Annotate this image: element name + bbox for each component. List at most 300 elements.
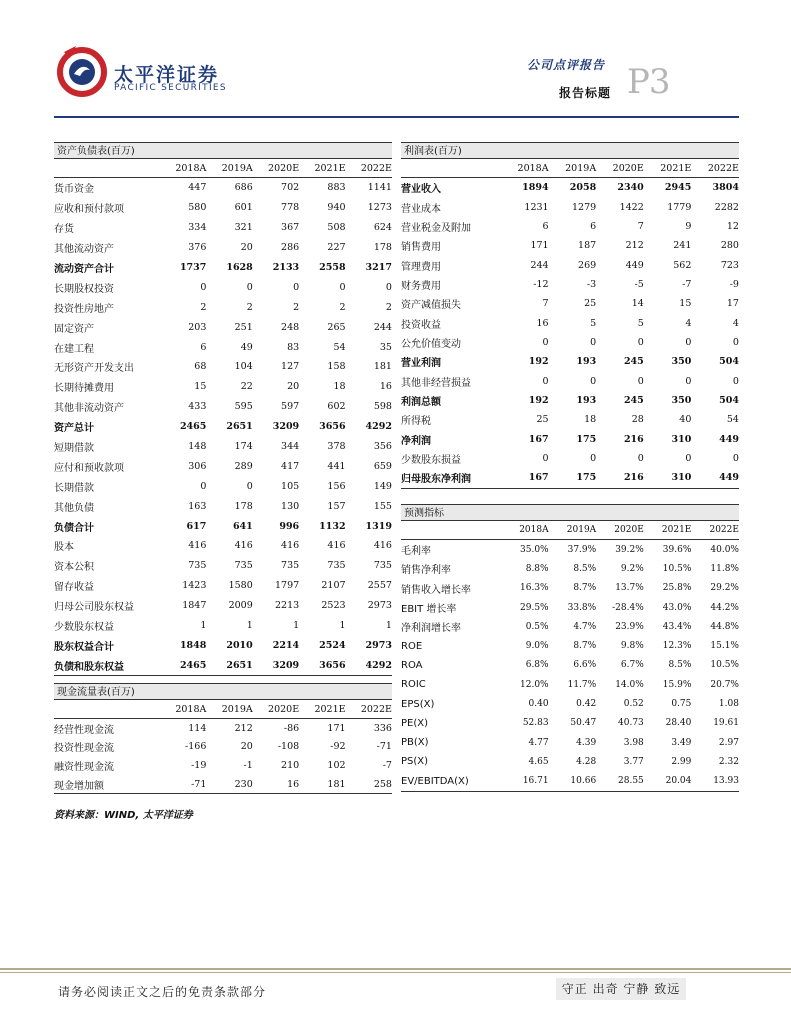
row-label: 销售收入增长率 <box>401 584 471 596</box>
value-cell: 8.7% <box>573 583 597 594</box>
row-label: 归母股东净利润 <box>401 474 471 486</box>
value-cell: -5 <box>634 278 644 290</box>
value-cell: 212 <box>625 240 644 252</box>
row-label: 投资性房地产 <box>54 303 114 315</box>
value-cell: 1 <box>385 620 392 632</box>
value-cell: 15 <box>679 298 692 310</box>
value-cell: 447 <box>188 182 207 194</box>
value-cell: 2973 <box>367 600 392 612</box>
value-cell: 336 <box>373 722 392 734</box>
value-cell: 2651 <box>226 421 253 433</box>
value-cell: 20.04 <box>665 776 692 787</box>
row-label: 股东权益合计 <box>54 641 114 653</box>
value-cell: 11.8% <box>710 563 739 574</box>
value-cell: 127 <box>281 361 300 373</box>
value-cell: 241 <box>673 240 692 252</box>
value-cell: 321 <box>234 222 253 234</box>
row-label: 资本公积 <box>54 562 94 574</box>
row-label: 长期股权投资 <box>54 283 114 295</box>
table-row <box>54 536 392 556</box>
value-cell: 0 <box>293 281 300 293</box>
value-cell: 68 <box>194 361 207 373</box>
value-cell: 158 <box>327 361 346 373</box>
value-cell: -71 <box>376 741 392 753</box>
value-cell: 4 <box>732 317 739 329</box>
value-cell: 416 <box>234 540 253 552</box>
table-bottom-rule <box>54 675 392 676</box>
value-cell: 996 <box>279 520 300 532</box>
value-cell: 617 <box>186 520 207 532</box>
value-cell: 286 <box>281 242 300 254</box>
value-cell: 156 <box>327 480 346 492</box>
table-row <box>54 277 392 297</box>
table-header-row <box>54 159 392 178</box>
value-cell: 35 <box>379 341 392 353</box>
value-cell: 723 <box>720 259 739 271</box>
value-cell: 9.0% <box>525 641 549 652</box>
table-row <box>54 297 392 317</box>
value-cell: 25.8% <box>662 583 692 594</box>
row-label: 固定资产 <box>54 323 94 335</box>
row-label: 货币资金 <box>54 184 94 196</box>
value-cell: 105 <box>281 480 300 492</box>
value-cell: 4.7% <box>573 621 597 632</box>
value-cell: 4.77 <box>528 737 549 748</box>
value-cell: 6.8% <box>525 660 549 671</box>
value-cell: 40 <box>679 414 692 426</box>
value-cell: 595 <box>234 401 253 413</box>
table-title: 预测指标 <box>401 504 739 521</box>
table-row <box>401 429 739 448</box>
value-cell: 37.9% <box>567 544 597 555</box>
value-cell: -166 <box>185 741 207 753</box>
value-cell: 0 <box>732 452 739 464</box>
value-cell: 4.65 <box>528 756 549 767</box>
value-cell: 367 <box>281 222 300 234</box>
table-row <box>401 255 739 274</box>
data-source-note: 资料来源：WIND, 太平洋证券 <box>54 810 193 821</box>
row-label: 在建工程 <box>54 343 94 355</box>
value-cell: 416 <box>327 540 346 552</box>
value-cell: 289 <box>234 460 253 472</box>
value-cell: 14 <box>631 298 644 310</box>
value-cell: 1848 <box>179 639 207 651</box>
value-cell: 29.5% <box>520 602 549 613</box>
value-cell: 2557 <box>367 580 392 592</box>
value-cell: 1894 <box>522 182 549 194</box>
year-header-cell: 2020E <box>612 162 644 174</box>
value-cell: 2 <box>200 301 207 313</box>
value-cell: 244 <box>373 321 392 333</box>
row-label: 公允价值变动 <box>401 338 461 350</box>
value-cell: 212 <box>234 722 253 734</box>
value-cell: 20 <box>240 242 253 254</box>
value-cell: 10.5% <box>662 563 692 574</box>
value-cell: 210 <box>281 759 300 771</box>
row-label: 归母公司股东权益 <box>54 602 134 614</box>
row-label: 利润总额 <box>401 396 441 408</box>
value-cell: 22 <box>240 381 253 393</box>
value-cell: 13.93 <box>713 776 739 787</box>
value-cell: 1141 <box>367 182 392 194</box>
row-label: PS(X) <box>401 756 429 768</box>
table-row <box>54 417 392 437</box>
value-cell: 2214 <box>272 639 300 651</box>
value-cell: 40.73 <box>618 718 644 729</box>
value-cell: 6.7% <box>620 660 644 671</box>
row-label: 其他负债 <box>54 502 94 514</box>
row-label: EPS(X) <box>401 698 435 710</box>
company-motto: 守正 出奇 宁静 致远 <box>556 978 686 1000</box>
row-label: 其他非流动资产 <box>54 403 124 415</box>
value-cell: 2524 <box>319 639 346 651</box>
value-cell: 1797 <box>274 580 300 592</box>
value-cell: 3.49 <box>671 737 692 748</box>
value-cell: 1779 <box>667 201 692 213</box>
value-cell: 1279 <box>572 201 597 213</box>
value-cell: 2 <box>293 301 300 313</box>
value-cell: 1580 <box>228 580 253 592</box>
value-cell: 20 <box>240 741 253 753</box>
year-header-cell: 2021E <box>661 525 692 535</box>
row-label: 管理费用 <box>401 261 441 273</box>
table-row <box>401 294 739 313</box>
row-label: 经营性现金流 <box>54 724 114 736</box>
table-row <box>54 218 392 238</box>
value-cell: 310 <box>671 472 692 484</box>
table-row <box>54 756 392 775</box>
value-cell: 3209 <box>272 421 300 433</box>
row-label: 净利润 <box>401 435 431 447</box>
value-cell: 2 <box>339 301 346 313</box>
value-cell: 0.75 <box>671 699 692 710</box>
value-cell: 598 <box>373 401 392 413</box>
value-cell: 378 <box>327 441 346 453</box>
value-cell: -9 <box>729 278 739 290</box>
value-cell: 187 <box>578 240 597 252</box>
value-cell: 20.7% <box>710 679 739 690</box>
row-label: 应收和预付款项 <box>54 204 124 216</box>
value-cell: 735 <box>373 560 392 572</box>
value-cell: -1 <box>243 759 253 771</box>
value-cell: 350 <box>671 394 692 406</box>
table-row <box>54 635 392 655</box>
table-row <box>54 456 392 476</box>
value-cell: 258 <box>373 778 392 790</box>
table-title: 现金流量表(百万) <box>54 683 392 700</box>
balance-sheet-table <box>54 142 392 676</box>
table-row <box>401 675 739 694</box>
table-row <box>54 576 392 596</box>
value-cell: 15.1% <box>710 641 739 652</box>
value-cell: 0.40 <box>528 699 549 710</box>
value-cell: -71 <box>191 778 207 790</box>
value-cell: 441 <box>327 460 346 472</box>
value-cell: 2.32 <box>718 756 739 767</box>
value-cell: 562 <box>673 259 692 271</box>
value-cell: 0 <box>590 375 597 387</box>
disclaimer-note: 请务必阅读正文之后的免责条款部分 <box>58 985 267 999</box>
value-cell: 54 <box>333 341 346 353</box>
footer-divider <box>0 968 791 970</box>
value-cell: 245 <box>623 394 644 406</box>
year-header-cell: 2019A <box>221 703 253 715</box>
table-row <box>401 449 739 468</box>
value-cell: 39.2% <box>615 544 644 555</box>
value-cell: 2465 <box>179 421 207 433</box>
value-cell: 0 <box>246 480 253 492</box>
year-header-cell: 2021E <box>660 162 692 174</box>
table-row <box>401 714 739 733</box>
table-row <box>401 333 739 352</box>
value-cell: 1847 <box>182 600 207 612</box>
value-cell: 216 <box>623 433 644 445</box>
value-cell: 9 <box>685 220 692 232</box>
value-cell: 2009 <box>228 600 253 612</box>
value-cell: 178 <box>373 242 392 254</box>
row-label: 短期借款 <box>54 443 94 455</box>
value-cell: 416 <box>188 540 207 552</box>
value-cell: 20 <box>287 381 300 393</box>
value-cell: 310 <box>671 433 692 445</box>
row-label: 存货 <box>54 224 74 236</box>
table-row <box>401 217 739 236</box>
value-cell: 52.83 <box>522 718 549 729</box>
report-title: 报告标题 <box>559 86 612 100</box>
table-row <box>54 655 392 675</box>
row-label: 融资性现金流 <box>54 761 114 773</box>
value-cell: 1319 <box>365 520 392 532</box>
value-cell: 3217 <box>365 262 392 273</box>
table-row <box>54 178 392 198</box>
value-cell: 12.3% <box>662 641 692 652</box>
value-cell: 449 <box>719 433 739 445</box>
value-cell: 356 <box>373 441 392 453</box>
table-row <box>54 476 392 496</box>
value-cell: 1231 <box>524 201 549 213</box>
table-row <box>401 178 739 197</box>
value-cell: 702 <box>281 182 300 194</box>
value-cell: 0 <box>732 336 739 348</box>
table-row <box>54 775 392 794</box>
table-row <box>54 516 392 536</box>
value-cell: 0 <box>590 336 597 348</box>
value-cell: 580 <box>188 202 207 214</box>
table-row <box>54 198 392 218</box>
value-cell: 3804 <box>712 182 739 194</box>
row-label: 营业税金及附加 <box>401 222 471 234</box>
table-row <box>54 616 392 636</box>
value-cell: 83 <box>287 341 300 353</box>
value-cell: 6 <box>542 220 549 232</box>
value-cell: 350 <box>671 356 692 368</box>
value-cell: 0 <box>542 452 549 464</box>
value-cell: 35.0% <box>520 544 549 555</box>
footer-divider-thin <box>0 972 791 973</box>
value-cell: 280 <box>720 240 739 252</box>
value-cell: 155 <box>373 500 392 512</box>
value-cell: 0 <box>385 281 392 293</box>
value-cell: 449 <box>625 259 644 271</box>
value-cell: 14.0% <box>615 679 644 690</box>
value-cell: 10.66 <box>570 776 597 787</box>
value-cell: 6 <box>590 220 597 232</box>
table-row <box>401 694 739 713</box>
row-label: 净利润增长率 <box>401 623 461 635</box>
row-label: 营业成本 <box>401 203 441 215</box>
value-cell: 1423 <box>182 580 207 592</box>
value-cell: 44.2% <box>710 602 739 613</box>
value-cell: 0.42 <box>576 699 597 710</box>
value-cell: 19.61 <box>713 718 739 729</box>
table-row <box>401 656 739 675</box>
value-cell: 597 <box>281 401 300 413</box>
value-cell: 216 <box>623 472 644 484</box>
value-cell: 416 <box>281 540 300 552</box>
value-cell: -92 <box>330 741 346 753</box>
value-cell: 1132 <box>319 520 346 532</box>
value-cell: 883 <box>327 182 346 194</box>
value-cell: 203 <box>188 321 207 333</box>
value-cell: 12.0% <box>520 679 549 690</box>
table-row <box>401 752 739 771</box>
value-cell: 149 <box>373 480 392 492</box>
value-cell: 449 <box>719 472 739 484</box>
value-cell: 659 <box>373 460 392 472</box>
value-cell: 2.99 <box>671 756 692 767</box>
value-cell: 3.77 <box>623 756 644 767</box>
income-statement-table <box>401 142 739 489</box>
value-cell: 167 <box>528 433 549 445</box>
value-cell: 16.3% <box>520 583 549 594</box>
value-cell: 23.9% <box>615 621 644 632</box>
value-cell: 15 <box>194 381 207 393</box>
value-cell: 940 <box>327 202 346 214</box>
row-label: PE(X) <box>401 717 429 729</box>
value-cell: 0 <box>685 336 692 348</box>
value-cell: 13.7% <box>615 583 644 594</box>
value-cell: 43.4% <box>662 621 692 632</box>
value-cell: 0.52 <box>623 699 644 710</box>
value-cell: 0 <box>685 375 692 387</box>
table-row <box>54 719 392 738</box>
forecast-indicators-table <box>401 504 739 792</box>
year-header-cell: 2020E <box>268 703 300 715</box>
value-cell: 192 <box>528 356 549 368</box>
value-cell: 1 <box>246 620 253 632</box>
row-label: 留存收益 <box>54 582 94 594</box>
row-label: ROE <box>401 640 423 652</box>
value-cell: 2010 <box>226 639 253 651</box>
value-cell: -28.4% <box>612 602 644 613</box>
value-cell: 0 <box>590 452 597 464</box>
value-cell: 3656 <box>319 659 346 671</box>
value-cell: 157 <box>327 500 346 512</box>
table-row <box>401 275 739 294</box>
value-cell: 1 <box>293 620 300 632</box>
value-cell: 7 <box>637 220 644 232</box>
row-label: 应付和预收款项 <box>54 462 124 474</box>
table-row <box>401 617 739 636</box>
row-label: 少数股东损益 <box>401 454 461 466</box>
value-cell: 6.6% <box>573 660 597 671</box>
table-header-row <box>401 521 739 540</box>
value-cell: 7 <box>542 298 549 310</box>
table-row <box>54 357 392 377</box>
value-cell: 1422 <box>619 201 644 213</box>
value-cell: 2282 <box>714 201 739 213</box>
value-cell: -86 <box>283 722 300 734</box>
table-row <box>54 738 392 757</box>
value-cell: 334 <box>188 222 207 234</box>
year-header-cell: 2021E <box>314 162 346 174</box>
year-header-cell: 2022E <box>707 162 739 174</box>
table-row <box>401 559 739 578</box>
value-cell: 265 <box>327 321 346 333</box>
value-cell: 2213 <box>274 600 300 612</box>
value-cell: 8.7% <box>573 641 597 652</box>
value-cell: 4 <box>685 317 692 329</box>
table-row <box>54 556 392 576</box>
value-cell: 193 <box>576 356 597 368</box>
value-cell: 181 <box>373 361 392 373</box>
value-cell: 245 <box>623 356 644 368</box>
page-number: P3 <box>627 62 670 102</box>
table-row <box>401 352 739 371</box>
row-label: 少数股东权益 <box>54 622 114 634</box>
table-bottom-rule <box>401 791 739 792</box>
value-cell: 11.7% <box>567 679 597 690</box>
value-cell: 504 <box>719 356 739 368</box>
value-cell: 8.5% <box>573 563 597 574</box>
row-label: 流动资产合计 <box>54 264 114 275</box>
value-cell: 16 <box>536 317 549 329</box>
year-header-cell: 2022E <box>360 162 392 174</box>
value-cell: 0 <box>200 480 207 492</box>
value-cell: 2133 <box>272 262 300 273</box>
year-header-cell: 2018A <box>519 525 549 535</box>
year-header-cell: 2019A <box>565 162 597 174</box>
table-bottom-rule <box>401 488 739 489</box>
row-label: 负债合计 <box>54 522 94 534</box>
value-cell: 2107 <box>321 580 346 592</box>
value-cell: 230 <box>234 778 253 790</box>
row-label: 其他流动资产 <box>54 244 114 256</box>
value-cell: 1 <box>339 620 346 632</box>
row-label: 资产总计 <box>54 423 94 435</box>
value-cell: 12 <box>726 220 739 232</box>
value-cell: 0.5% <box>525 621 549 632</box>
table-row <box>401 468 739 487</box>
value-cell: 686 <box>234 182 253 194</box>
value-cell: 1737 <box>179 262 207 273</box>
value-cell: 1 <box>200 620 207 632</box>
value-cell: 2340 <box>617 182 644 194</box>
value-cell: 5 <box>590 317 597 329</box>
value-cell: 0 <box>685 452 692 464</box>
value-cell: 181 <box>327 778 346 790</box>
row-label: 投资收益 <box>401 319 441 331</box>
table-row <box>54 317 392 337</box>
value-cell: 344 <box>281 441 300 453</box>
value-cell: 0 <box>637 452 644 464</box>
year-header-cell: 2018A <box>517 162 549 174</box>
value-cell: 114 <box>188 722 207 734</box>
table-row <box>401 772 739 791</box>
value-cell: -7 <box>682 278 692 290</box>
row-label: EV/EBITDA(X) <box>401 775 469 787</box>
row-label: PB(X) <box>401 737 429 749</box>
